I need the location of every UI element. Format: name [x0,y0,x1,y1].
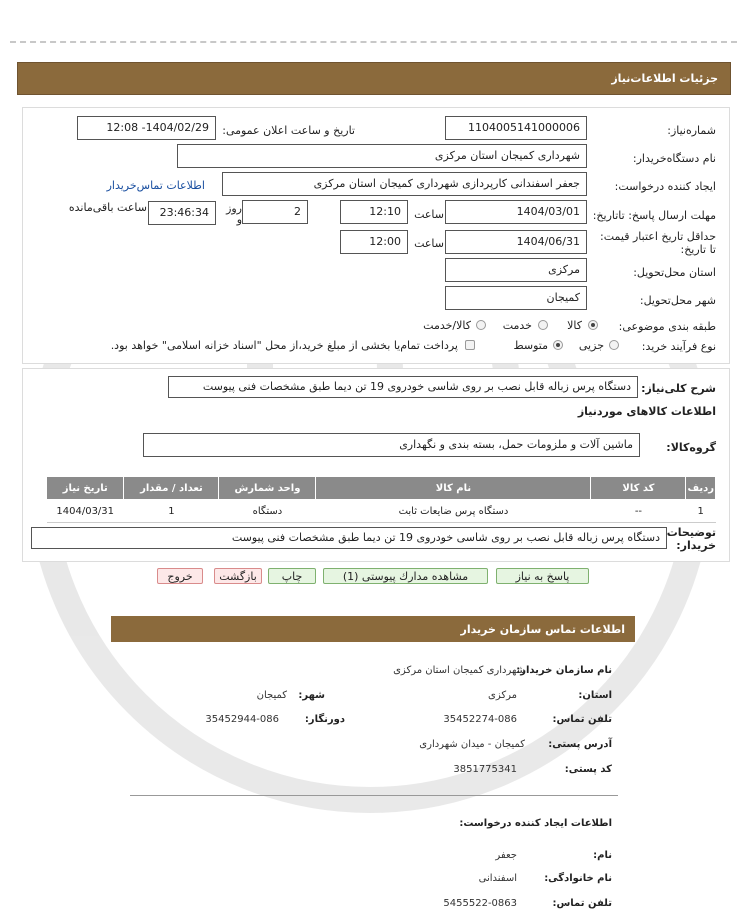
contact-header-title: اطلاعات تماس سازمان خریدار [460,623,625,636]
contact-province-label: استان: [578,690,612,701]
contact-fax-value: 35452944-086 [205,714,279,725]
table-row [47,500,716,523]
creator-name-label: نام: [593,850,612,861]
remaining-label: ساعت باقی‌مانده [68,201,147,214]
announce-label: تاریخ و ساعت اعلان عمومی: [222,124,355,137]
col-qty: تعداد / مقدار [124,477,219,500]
category-radio-service[interactable] [538,320,548,330]
contact-header [111,616,635,642]
process-radio-minor[interactable] [609,340,619,350]
buyer-org-label: نام دستگاه‌خریدار: [632,152,716,165]
category-label: طبقه بندی موضوعی: [618,320,716,333]
process-option-medium: متوسط [513,339,548,352]
contact-divider [130,795,618,796]
reply-button[interactable]: پاسخ به نیاز [496,568,589,584]
items-table [46,476,716,523]
deadline-date-field: 1404/03/01 [445,200,587,224]
creator-phone-value: 5455522-0863 [443,898,517,909]
cell-unit: دستگاه [219,500,316,523]
top-divider [10,41,737,43]
need-number-field: 1104005141000006 [445,116,587,140]
process-label: نوع فرآیند خرید: [641,340,716,353]
creator-name-value: جعفر [495,850,517,861]
treasury-checkbox[interactable] [465,340,475,350]
validity-label: حداقل تاریخ اعتبار قیمت: تا تاریخ: [600,230,716,256]
province-field: مرکزی [445,258,587,282]
creator-phone-label: تلفن تماس: [552,898,612,909]
province-label: استان محل‌تحویل: [633,266,716,279]
contact-postal-label: کد پستی: [564,764,612,775]
category-radio-both[interactable] [476,320,486,330]
deadline-time-label: ساعت [414,208,444,221]
details-header-title: جزئیات اطلاعات‌نیاز [611,72,718,85]
creator-info-title: اطلاعات ایجاد کننده درخواست: [459,818,612,829]
city-field: کمیجان [445,286,587,310]
cell-name: دستگاه پرس ضایعات ثابت [316,500,591,523]
deadline-time-field: 12:10 [340,200,408,224]
contact-phone-label: تلفن تماس: [552,714,612,725]
city-label: شهر محل‌تحویل: [639,294,716,307]
creator-family-label: نام خانوادگی: [544,873,612,884]
details-header [17,62,731,95]
validity-time-label: ساعت [414,237,444,250]
group-field: ماشین آلات و ملزومات حمل، بسته بندی و نگهداری [143,433,640,457]
category-option-goods: کالا [567,319,582,332]
contact-info-link[interactable]: اطلاعات تماس‌خریدار [106,179,205,192]
view-docs-button[interactable]: مشاهده مدارك پیوستی (1) [323,568,488,584]
creator-label: ایجاد کننده درخواست: [614,180,716,193]
buyer-org-field: شهرداری کمیجان استان مرکزی [177,144,587,168]
contact-city-value: کمیجان [256,690,287,701]
need-number-label: شماره‌نیاز: [667,124,716,137]
col-unit: واحد شمارش [219,477,316,500]
buyer-notes-label: توضیحات خریدار: [666,526,716,552]
validity-date-field: 1404/06/31 [445,230,587,254]
buyer-notes-field: دستگاه پرس زباله قابل نصب بر روی شاسی خودروی 19 تن دیما طبق مشخصات فنی پیوست [31,527,667,549]
contact-address-value: کمیجان - میدان شهرداری [419,739,525,750]
contact-phone-value: 35452274-086 [443,714,517,725]
creator-field: جعفر اسفندانی کارپردازی شهرداری کمیجان استان مرکزی [222,172,587,196]
category-radio-goods[interactable] [588,320,598,330]
group-label: گروه‌کالا: [666,441,716,454]
col-date: تاریخ نیاز [47,477,124,500]
remaining-field: 23:46:34 [148,201,216,225]
contact-org-label: نام سازمان خریدار: [516,665,612,676]
col-code: کد کالا [591,477,686,500]
contact-city-label: شهر: [298,690,325,701]
process-radio-medium[interactable] [553,340,563,350]
cell-code: -- [591,500,686,523]
announce-field: 1404/02/29- 12:08 [77,116,216,140]
contact-address-label: آدرس پستی: [548,739,612,750]
category-option-both: کالا/خدمت [423,319,471,332]
print-button[interactable]: چاپ [268,568,316,584]
contact-province-value: مرکزی [488,690,517,701]
validity-time-field: 12:00 [340,230,408,254]
days-label: روز و [226,202,242,226]
summary-field: دستگاه پرس زباله قابل نصب بر روی شاسی خودروی 19 تن دیما طبق مشخصات فنی پیوست [168,376,638,398]
payment-note: پرداخت تمام‌یا بخشی از مبلغ خرید،از محل "اسناد خزانه اسلامی" خواهد بود. [110,339,458,352]
col-row: ردیف [686,477,716,500]
contact-fax-label: دورنگار: [304,714,345,725]
days-field: 2 [242,200,308,224]
exit-button[interactable]: خروج [157,568,203,584]
cell-row: 1 [686,500,716,523]
summary-label: شرح کلی‌نیاز: [641,382,716,395]
col-name: نام کالا [316,477,591,500]
contact-postal-value: 3851775341 [453,764,517,775]
process-option-minor: جزیی [578,339,604,352]
cell-qty: 1 [124,500,219,523]
creator-family-value: اسفندانی [478,873,517,884]
deadline-label: مهلت ارسال پاسخ: تاتاریخ: [592,209,716,222]
contact-org-value: شهرداری کمیجان استان مرکزی [393,665,525,676]
back-button[interactable]: بازگشت [214,568,262,584]
cell-date: 1404/03/31 [47,500,124,523]
goods-info-label: اطلاعات کالاهای موردنیاز [577,405,716,418]
category-option-service: خدمت [502,319,532,332]
